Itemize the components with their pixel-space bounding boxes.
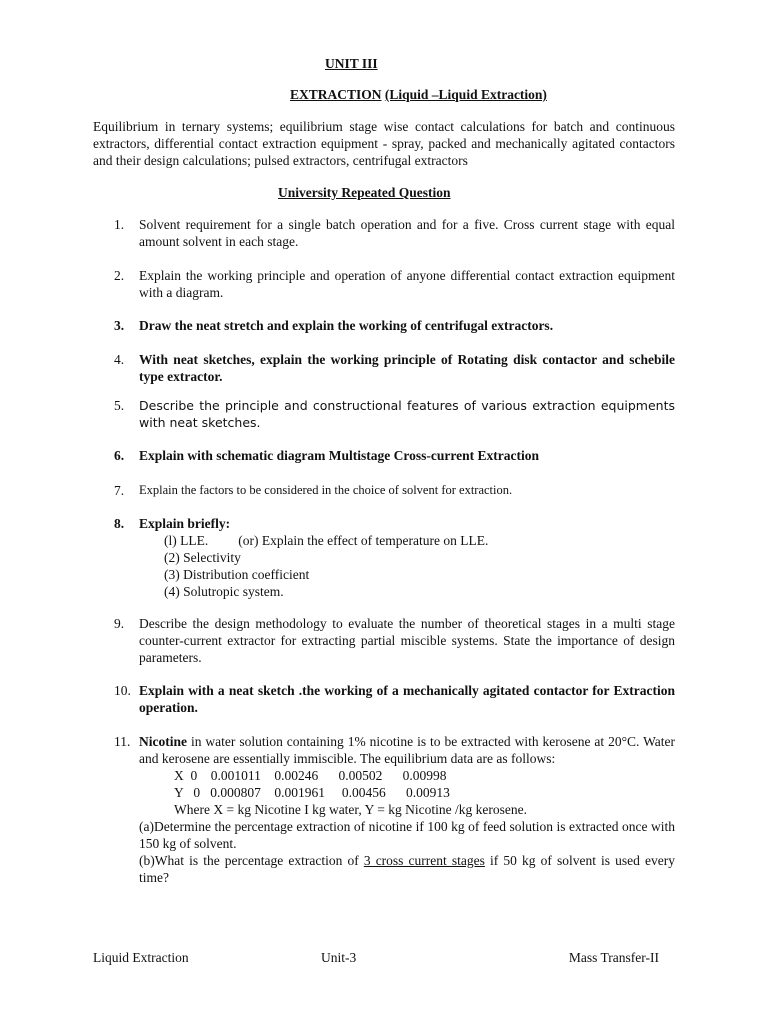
question-number: 6.: [114, 448, 125, 463]
question-2: [114, 267, 675, 301]
option-1-alt: (or) Explain the effect of temperature on LLE.: [238, 533, 489, 548]
question-8: [114, 515, 675, 600]
question-10: [114, 682, 675, 716]
option-1: [164, 532, 675, 549]
option-2: (2) Selectivity: [164, 550, 241, 565]
question-text: Describe the design methodology to evaluate the number of theoretical stages in a multi stage counter-current extractor for extracting partial miscible systems. State the importance of design parameters.: [139, 616, 675, 665]
question-5: [114, 397, 675, 431]
question-text: [139, 733, 675, 767]
question-text: Draw the neat stretch and explain the working of centrifugal extractors.: [139, 318, 554, 333]
question-9: [114, 615, 675, 666]
question-number: 7.: [114, 483, 125, 498]
question-number: 10.: [114, 683, 131, 698]
equilibrium-row-y: Y 0 0.000807 0.001961 0.00456 0.00913: [174, 785, 450, 800]
question-text: With neat sketches, explain the working principle of Rotating disk contactor and schebile type extractor.: [139, 352, 675, 384]
question-text-rest: in water solution containing 1% nicotine is to be extracted with kerosene at 20°C. Water and kerosene are essentially immiscible. The equilibrium data are as follows:: [139, 734, 675, 766]
question-number: 9.: [114, 616, 125, 631]
question-body: [139, 733, 675, 886]
subheading: University Repeated Question: [278, 185, 451, 200]
question-3: [114, 317, 675, 334]
question-number: 2.: [114, 268, 125, 283]
part-b-pre: (b)What is the percentage extraction of: [139, 853, 364, 868]
footer-left: Liquid Extraction: [93, 950, 189, 965]
question-1: [114, 216, 675, 250]
section-title-main: EXTRACTION: [290, 87, 382, 102]
question-lead: Nicotine: [139, 734, 187, 749]
question-6: [114, 447, 675, 464]
footer-right: Mass Transfer-II: [568, 950, 659, 965]
question-number: 8.: [114, 516, 125, 531]
part-b-post: if 50 kg of solvent is used every time?: [139, 853, 676, 885]
intro-paragraph: Equilibrium in ternary systems; equilibrium stage wise contact calculations for batch and continuous extractors, differential contact extraction equipment - spray, packed and mechanically agitated contactors and their design calculations; pulsed extractors, centrifugal extractors: [93, 119, 675, 168]
question-number: 11.: [114, 734, 131, 749]
equilibrium-row-x: X 0 0.001011 0.00246 0.00502 0.00998: [174, 768, 447, 783]
question-text: Explain the working principle and operation of anyone differential contact extraction equipment with a diagram.: [139, 268, 675, 300]
part-a: (a)Determine the percentage extraction of nicotine if 100 kg of feed solution is extracted once with 150 kg of solvent.: [139, 819, 675, 851]
question-text: Explain with a neat sketch .the working of a mechanically agitated contactor for Extraction operation.: [139, 683, 675, 715]
question-number: 5.: [114, 398, 125, 413]
question-text: Describe the principle and constructional features of various extraction equipments with neat sketches.: [139, 398, 675, 430]
question-body: [139, 515, 675, 600]
question-number: 4.: [114, 352, 125, 367]
question-text: Explain the factors to be considered in the choice of solvent for extraction.: [139, 483, 513, 497]
section-title-sub: (Liquid –Liquid Extraction): [384, 87, 547, 102]
option-1-text: (l) LLE.: [164, 533, 209, 548]
part-b-underlined: 3 cross current stages: [363, 853, 485, 868]
footer-center: Unit-3: [321, 950, 357, 965]
option-3: (3) Distribution coefficient: [164, 567, 310, 582]
part-b: [139, 852, 675, 886]
unit-title: UNIT III: [325, 56, 378, 71]
question-text: Explain with schematic diagram Multistage Cross-current Extraction: [139, 448, 539, 463]
question-text: Explain briefly:: [139, 516, 231, 531]
question-number: 1.: [114, 217, 125, 232]
option-4: (4) Solutropic system.: [164, 584, 284, 599]
question-number: 3.: [114, 318, 125, 333]
equilibrium-where: Where X = kg Nicotine I kg water, Y = kg Nicotine /kg kerosene.: [174, 802, 527, 817]
question-7: [114, 482, 675, 499]
question-text: Solvent requirement for a single batch operation and for a five. Cross current stage with equal amount solvent in each stage.: [139, 217, 675, 249]
question-11: [114, 733, 675, 886]
section-title: [290, 87, 547, 103]
question-4: [114, 351, 675, 385]
